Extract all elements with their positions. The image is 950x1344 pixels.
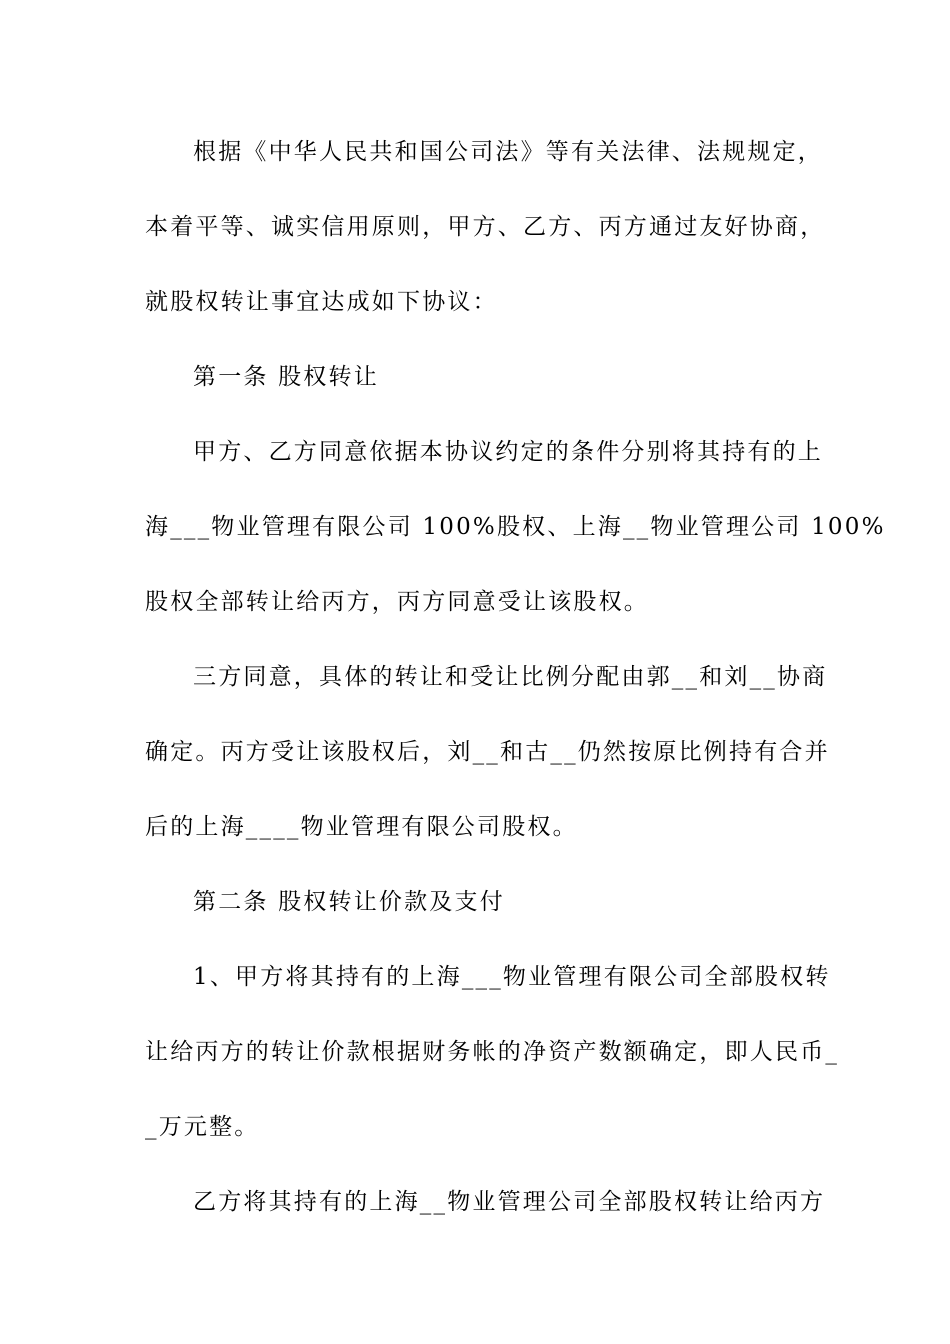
article-1-para-2-line-1: 三方同意，具体的转让和受让比例分配由郭__和刘__协商 <box>193 664 828 690</box>
article-1-para-1-line-3: 股权全部转让给丙方，丙方同意受让该股权。 <box>145 589 649 615</box>
article-2-para-1-line-1: 1、甲方将其持有的上海___物业管理有限公司全部股权转 <box>193 964 831 990</box>
article-1-para-2-line-3: 后的上海____物业管理有限公司股权。 <box>145 814 578 840</box>
article-1-para-2-line-2: 确定。丙方受让该股权后，刘__和古__仍然按原比例持有合并 <box>145 739 830 765</box>
article-2-para-1-line-2: 让给丙方的转让价款根据财务帐的净资产数额确定，即人民币_ <box>145 1039 840 1065</box>
paragraph-intro-line-2: 本着平等、诚实信用原则，甲方、乙方、丙方通过友好协商， <box>145 214 826 240</box>
paragraph-intro-line-3: 就股权转让事宜达成如下协议： <box>145 289 498 315</box>
article-1-para-1-line-2: 海___物业管理有限公司 100%股权、上海__物业管理公司 100% <box>145 514 886 540</box>
article-2-heading: 第二条 股权转让价款及支付 <box>193 889 505 915</box>
article-2-para-2-line-1: 乙方将其持有的上海__物业管理公司全部股权转让给丙方 <box>193 1189 826 1215</box>
article-2-para-1-line-3: _万元整。 <box>145 1114 260 1140</box>
paragraph-intro-line-1: 根据《中华人民共和国公司法》等有关法律、法规规定， <box>193 139 823 165</box>
article-1-para-1-line-1: 甲方、乙方同意依据本协议约定的条件分别将其持有的上 <box>193 439 823 465</box>
article-1-heading: 第一条 股权转让 <box>193 364 379 390</box>
